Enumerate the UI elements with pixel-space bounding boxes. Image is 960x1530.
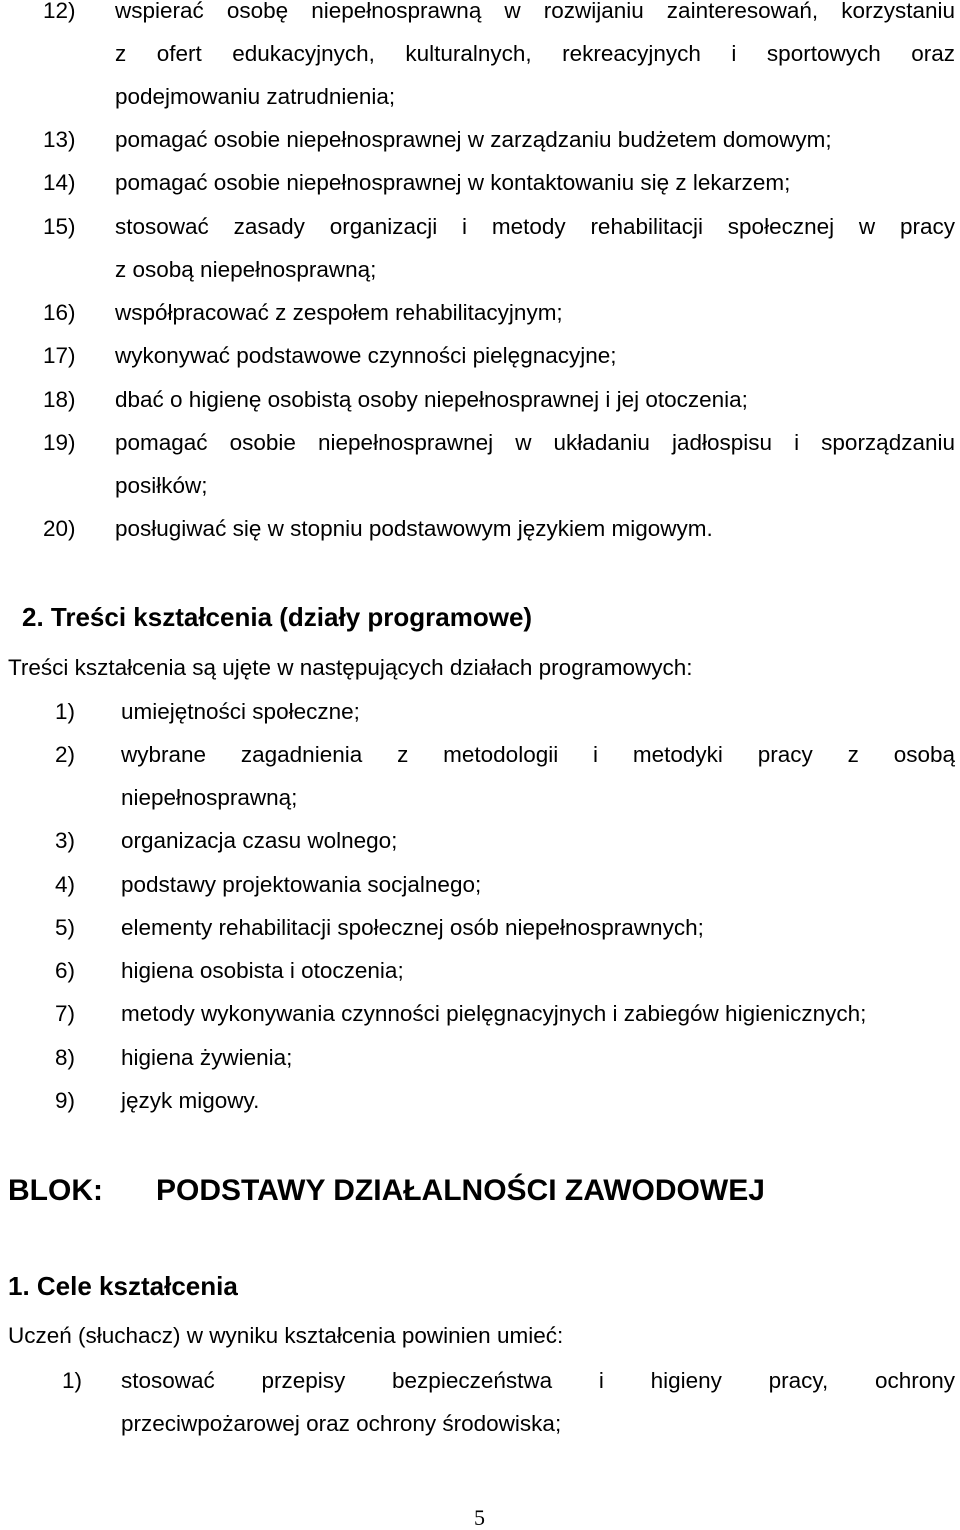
list-item-text: higiena osobista i otoczenia; [121,958,404,983]
list-item-text: niepełnosprawną; [121,785,298,810]
section-intro: Treści kształcenia są ujęte w następujących działach programowych: [8,655,693,680]
list-item-text: posiłków; [115,473,208,498]
list-item-text: pomagać osobie niepełnosprawnej w zarządzaniu budżetem domowym; [115,127,832,152]
section-heading: 2. Treści kształcenia (działy programowe) [22,602,533,632]
page-number: 5 [474,1505,485,1530]
list-item-number: 14) [43,170,76,195]
list-item-number: 1) [55,699,76,724]
list-item-text: współpracować z zespołem rehabilitacyjnym; [115,300,563,325]
list-item-text: organizacja czasu wolnego; [121,828,398,853]
list-item-text: higiena żywienia; [121,1045,293,1070]
list-item-text: posługiwać się w stopniu podstawowym językiem migowym. [115,516,713,541]
list-item-number: 16) [43,300,76,325]
list-item-text: pomagać osobie niepełnosprawnej w układaniu jadłospisu i sporządzaniu [115,430,955,455]
list-item-text: przeciwpożarowej oraz ochrony środowiska; [121,1411,562,1436]
list-item-text: stosować przepisy bezpieczeństwa i higieny pracy, ochrony [121,1368,955,1393]
list-item-number: 12) [43,0,76,23]
list-item-number: 8) [55,1045,76,1070]
list-item-text: metody wykonywania czynności pielęgnacyjnych i zabiegów higienicznych; [121,1001,867,1026]
list-item-number: 17) [43,343,76,368]
list-item-text: umiejętności społeczne; [121,699,360,724]
list-item-text: podejmowaniu zatrudnienia; [115,84,396,109]
list-item-text: wykonywać podstawowe czynności pielęgnacyjne; [115,343,617,368]
list-item-number: 18) [43,387,76,412]
list-item-number: 13) [43,127,76,152]
list-item-text: podstawy projektowania socjalnego; [121,872,482,897]
list-item-text: elementy rehabilitacji społecznej osób niepełnosprawnych; [121,915,704,940]
list-item-number: 7) [55,1001,76,1026]
list-item-number: 3) [55,828,76,853]
list-item-number: 2) [55,742,76,767]
list-item-text: z ofert edukacyjnych, kulturalnych, rekreacyjnych i sportowych oraz [115,41,955,66]
list-item-number: 1) [62,1368,83,1393]
list-item-text: pomagać osobie niepełnosprawnej w kontaktowaniu się z lekarzem; [115,170,791,195]
list-item-number: 4) [55,872,76,897]
list-item-number: 9) [55,1088,76,1113]
list-item-text: wybrane zagadnienia z metodologii i metodyki pracy z osobą [121,742,955,767]
blok-title: PODSTAWY DZIAŁALNOŚCI ZAWODOWEJ [156,1174,765,1207]
list-item-text: język migowy. [121,1088,260,1113]
list-item-text: dbać o higienę osobistą osoby niepełnosprawnej i jej otoczenia; [115,387,748,412]
list-item-text: z osobą niepełnosprawną; [115,257,377,282]
blok-label: BLOK: [8,1174,103,1207]
section-heading: 1. Cele kształcenia [8,1271,238,1301]
list-item-number: 5) [55,915,76,940]
section-intro: Uczeń (słuchacz) w wyniku kształcenia powinien umieć: [8,1323,564,1348]
list-item-text: wspierać osobę niepełnosprawną w rozwijaniu zainteresowań, korzystaniu [115,0,955,23]
list-item-number: 15) [43,214,76,239]
list-item-number: 6) [55,958,76,983]
list-item-text: stosować zasady organizacji i metody rehabilitacji społecznej w pracy [115,214,955,239]
list-item-number: 19) [43,430,76,455]
list-item-number: 20) [43,516,76,541]
